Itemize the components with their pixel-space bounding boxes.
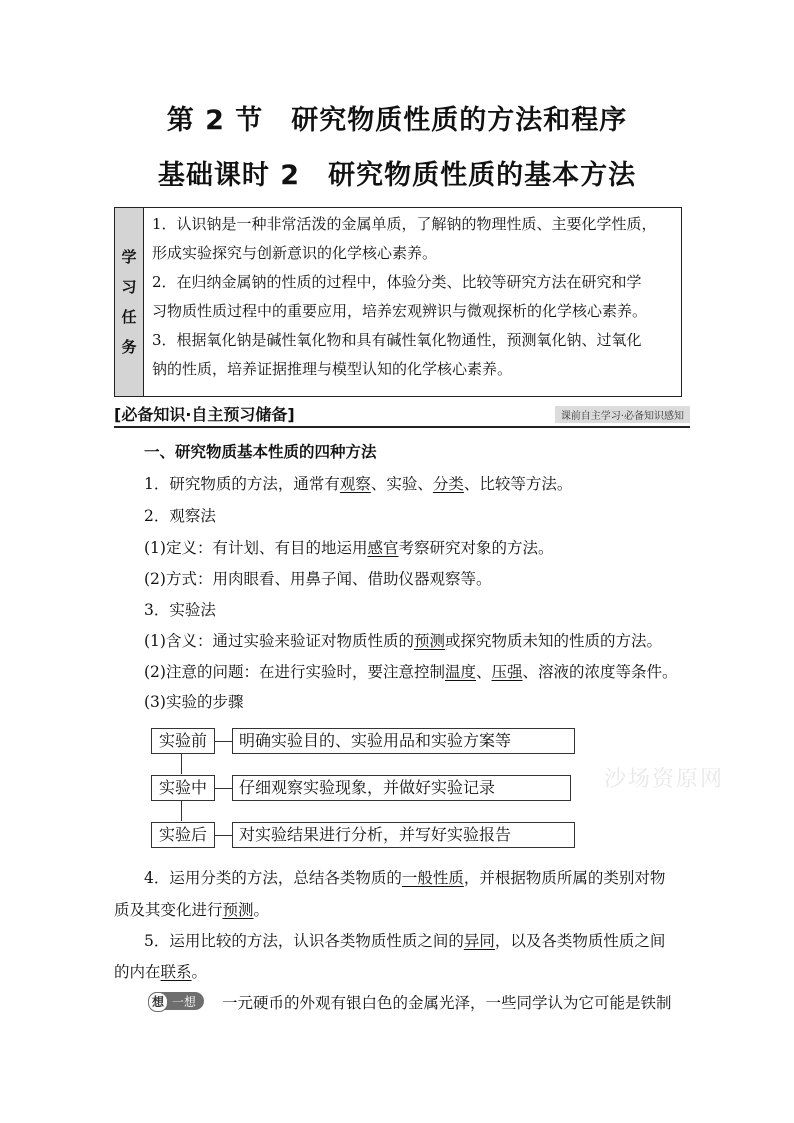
task-line: 1．认识钠是一种非常活泼的金属单质，了解钠的物理性质、主要化学性质， [152, 215, 657, 233]
task-line: 钠的性质，培养证据推理与模型认知的化学核心素养。 [152, 360, 513, 378]
learning-tasks-box [114, 207, 682, 397]
think-text: 一元硬币的外观有银白色的金属光泽，一些同学认为它可能是铁制 [222, 994, 672, 1012]
section-header-tag: 课前自主学习·必备知识感知 [555, 406, 690, 423]
flow-step-text: 明确实验目的、实验用品和实验方案等 [232, 728, 575, 754]
paragraph-7 [144, 660, 678, 682]
paragraph-9 [144, 866, 665, 888]
paragraph-3 [144, 536, 554, 558]
think-badge [148, 992, 204, 1010]
paragraph-6 [144, 629, 662, 651]
flow-connector [214, 835, 232, 836]
watermark: 沙场资原网 [604, 767, 725, 792]
task-line: 2．在归纳金属钠的性质的过程中，体验分类、比较等研究方法在研究和学 [152, 273, 642, 291]
flow-connector [214, 741, 232, 742]
task-line: 习物质性质过程中的重要应用，培养宏观辨识与微观探析的化学核心素养。 [152, 302, 648, 320]
blank-answer: 温度 [444, 663, 476, 681]
blank-answer: 观察 [339, 475, 371, 493]
text: 1．研究物质的方法，通常有 [144, 475, 340, 493]
lesson-title: 基础课时 2 研究物质性质的基本方法 [157, 160, 637, 191]
paragraph-4: (2)方式：用肉眼看、用鼻子闻、借助仪器观察等。 [144, 570, 492, 588]
blank-answer: 感官 [367, 539, 399, 557]
blank-answer: 压强 [491, 663, 523, 681]
blank-answer: 预测 [222, 901, 254, 919]
blank-answer: 预测 [413, 632, 445, 650]
flow-connector [214, 788, 232, 789]
paragraph-9-cont [114, 898, 269, 920]
text: 、溶液的浓度等条件。 [522, 663, 678, 681]
text: ，并根据物质所属的类别对物 [463, 869, 666, 887]
flow-step-text: 仔细观察实验现象，并做好实验记录 [232, 775, 571, 801]
section-header [114, 400, 690, 428]
think-badge-char: 想 [148, 992, 168, 1012]
learning-tasks-label [115, 208, 144, 396]
flow-step-text: 对实验结果进行分析，并写好实验报告 [232, 822, 575, 848]
flow-step-label: 实验前 [151, 728, 215, 754]
blank-answer: 一般性质 [401, 869, 464, 887]
text: 。 [253, 901, 270, 919]
heading-methods: 一、研究物质基本性质的四种方法 [144, 443, 377, 461]
flow-step-label: 实验中 [151, 775, 215, 801]
flow-connector [181, 754, 182, 774]
side-char: 习 [121, 278, 137, 296]
side-char: 务 [121, 338, 137, 356]
text: 、比较等方法。 [463, 475, 573, 493]
blank-answer: 异同 [463, 932, 495, 950]
blank-answer: 联系 [160, 963, 192, 981]
text: (1)含义：通过实验来验证对物质性质的 [144, 632, 414, 650]
paragraph-10 [144, 929, 665, 951]
paragraph-5: 3．实验法 [144, 601, 216, 619]
text: 、 [475, 663, 492, 681]
text: 质及其变化进行 [114, 901, 223, 919]
paragraph-1 [144, 472, 572, 494]
text: 的内在 [114, 963, 161, 981]
side-char: 任 [121, 308, 137, 326]
text: 或探究物质未知的性质的方法。 [444, 632, 662, 650]
blank-answer: 分类 [432, 475, 464, 493]
section-title: 第 2 节 研究物质性质的方法和程序 [166, 105, 628, 136]
side-char: 学 [121, 248, 137, 266]
think-badge-label: 一想 [171, 995, 196, 1009]
text: 考察研究对象的方法。 [398, 539, 554, 557]
task-line: 形成实验探究与创新意识的化学核心素养。 [152, 244, 438, 262]
text: 、实验、 [370, 475, 433, 493]
text: ，以及各类物质性质之间 [494, 932, 666, 950]
flow-step-label: 实验后 [151, 822, 215, 848]
paragraph-8: (3)实验的步骤 [144, 693, 244, 711]
paragraph-2: 2．观察法 [144, 507, 216, 525]
section-header-title: [必备知识·自主预习储备] [114, 405, 295, 424]
learning-tasks-text [144, 208, 681, 396]
text: 。 [191, 963, 208, 981]
paragraph-10-cont [114, 960, 207, 982]
flow-connector [181, 801, 182, 821]
task-line: 3．根据氧化钠是碱性氧化物和具有碱性氧化物通性，预测氧化钠、过氧化 [152, 331, 642, 349]
text: (1)定义：有计划、有目的地运用 [144, 539, 368, 557]
text: (2)注意的问题：在进行实验时，要注意控制 [144, 663, 445, 681]
text: 5．运用比较的方法，认识各类物质性质之间的 [144, 932, 464, 950]
text: 4．运用分类的方法，总结各类物质的 [144, 869, 402, 887]
